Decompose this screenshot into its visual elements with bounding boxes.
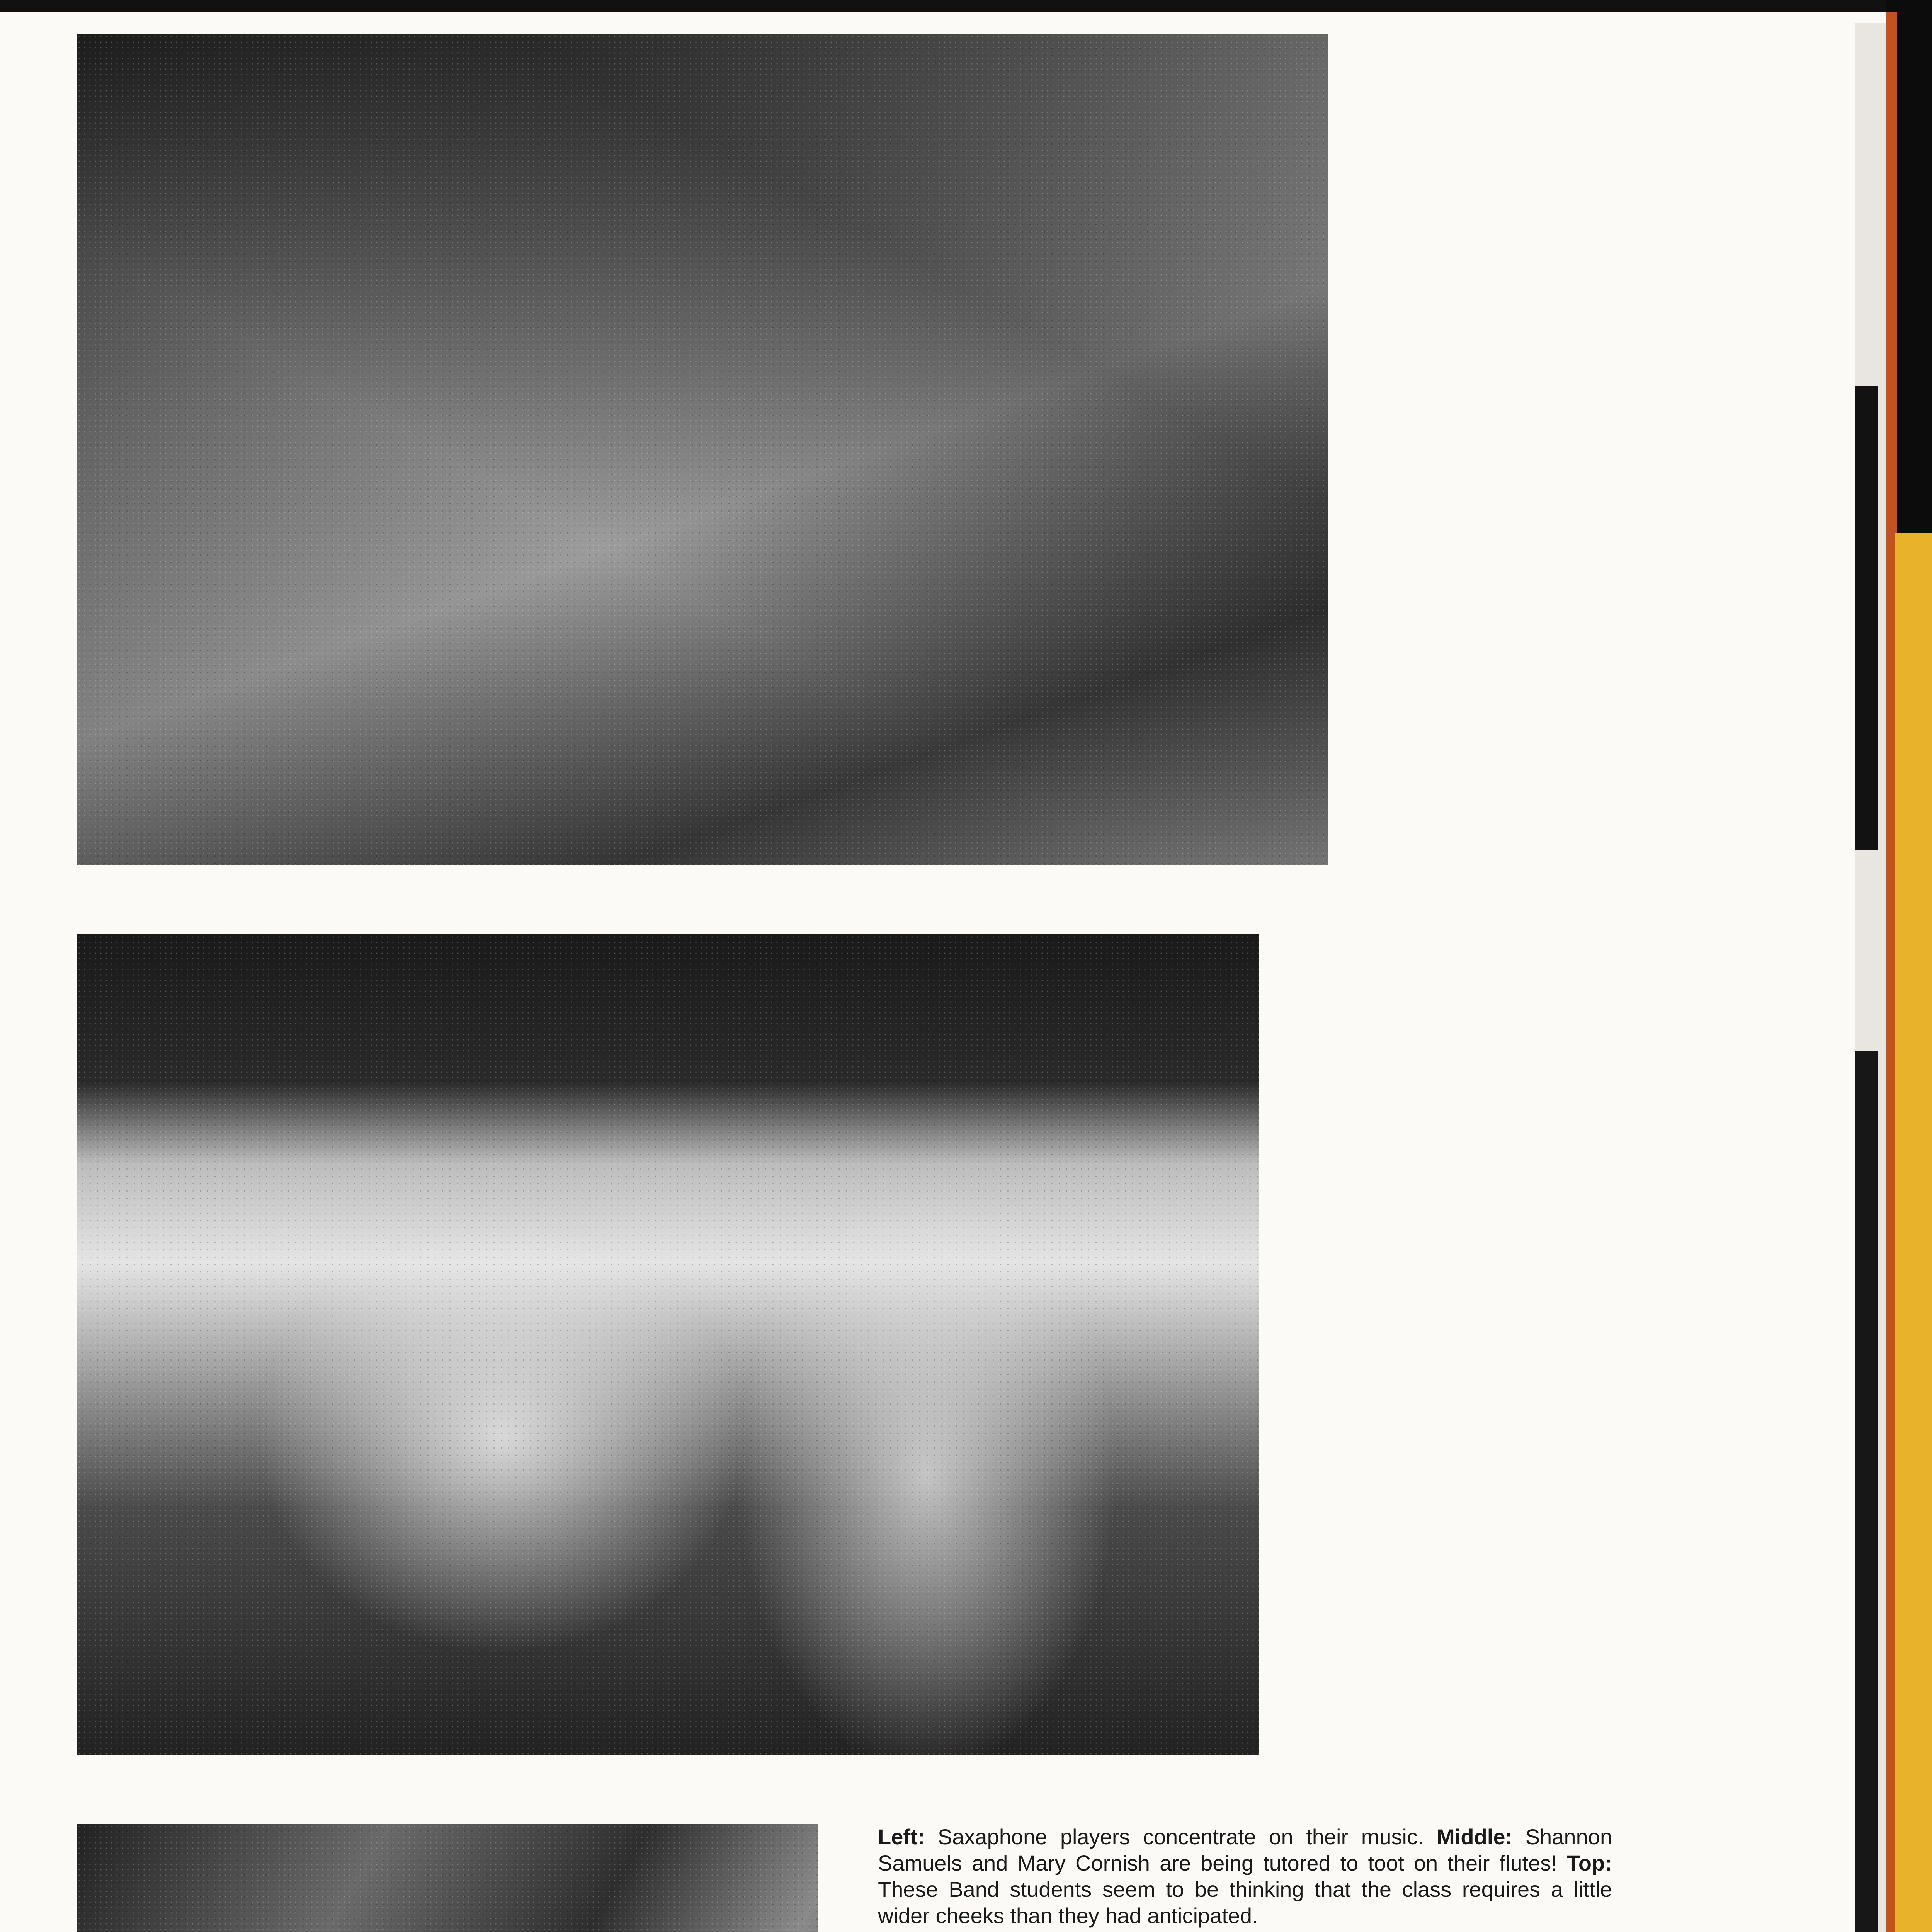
- caption-left-text: Saxaphone players concentrate on their music.: [925, 1825, 1437, 1849]
- photo-caption: [878, 1824, 1612, 1929]
- left-photo-saxophone-players: [77, 1824, 818, 1932]
- caption-left-label: Left:: [878, 1825, 925, 1849]
- bleed-edge-top: [1855, 386, 1878, 850]
- caption-top-label: Top:: [1566, 1851, 1612, 1875]
- caption-middle-text: Shannon Samuels and Mary Cornish are being tutored to toot on their flutes!: [878, 1825, 1612, 1875]
- caption-top-text: These Band students seem to be thinking that the class requires a little wider cheeks than they had anticipated.: [878, 1877, 1612, 1928]
- caption-middle-label: Middle:: [1437, 1825, 1513, 1849]
- spine-gold-band: [1895, 533, 1932, 1932]
- middle-photo-flute-players: [77, 934, 1259, 1755]
- bleed-edge-middle: [1855, 1051, 1878, 1932]
- top-photo-trombone-players: [77, 34, 1328, 865]
